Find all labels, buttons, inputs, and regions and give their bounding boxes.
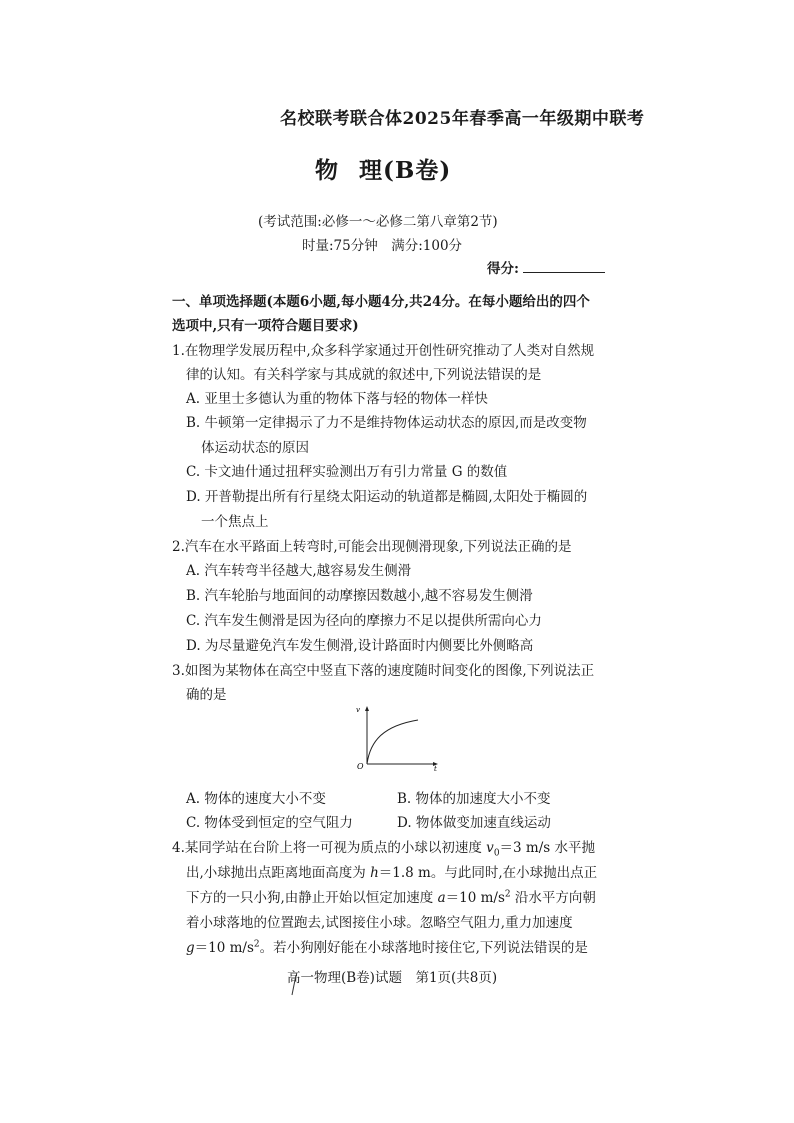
q1-option-b: B. 牛顿第一定律揭示了力不是维持物体运动状态的原因,而是改变物 <box>186 415 587 431</box>
q1-option-c: C. 卡文迪什通过扭秤实验测出万有引力常量 G 的数值 <box>186 464 508 480</box>
q2-option-d: D. 为尽量避免汽车发生侧滑,设计路面时内侧要比外侧略高 <box>186 638 534 654</box>
subject-title <box>315 152 451 185</box>
q4-text: ＝1.8 m。与此同时,在小球抛出点正 <box>378 865 598 881</box>
q3-stem: 3.如图为某物体在高空中竖直下落的速度随时间变化的图像,下列说法正 <box>172 663 595 679</box>
exam-scope: (考试范围:必修一～必修二第八章第2节) <box>258 214 498 230</box>
q4-subscript: 0 <box>493 848 500 859</box>
q1-option-d-cont: 一个焦点上 <box>201 514 269 530</box>
q1-stem-cont: 律的认知。有关科学家与其成就的叙述中,下列说法错误的是 <box>186 367 542 383</box>
q1-option-a: A. 亚里士多德认为重的物体下落与轻的物体一样快 <box>186 391 488 407</box>
q2-option-c: C. 汽车发生侧滑是因为径向的摩擦力不足以提供所需向心力 <box>186 613 542 629</box>
q3-option-a: A. 物体的速度大小不变 <box>186 791 326 807</box>
score-blank[interactable] <box>523 272 605 273</box>
q4-symbol-h: h <box>370 865 379 881</box>
subject-char: 物 <box>315 157 339 184</box>
score-label: 得分: <box>487 261 519 277</box>
q4-symbol-v: v <box>486 840 494 856</box>
exam-title: 名校联考联合体2025年春季高一年级期中联考 <box>280 109 645 129</box>
section-heading-cont: 选项中,只有一项符合题目要求) <box>172 318 359 334</box>
section-heading: 一、单项选择题(本题6小题,每小题4分,共24分。在每小题给出的四个 <box>172 294 590 310</box>
q4-stem-line3 <box>186 886 596 906</box>
y-axis-arrow <box>365 706 369 711</box>
q1-option-b-cont: 体运动状态的原因 <box>201 440 309 456</box>
q4-text: ＝10 m/s <box>445 890 505 906</box>
q3-option-c: C. 物体受到恒定的空气阻力 <box>186 815 353 831</box>
q1-stem: 1.在物理学发展历程中,众多科学家通过开创性研究推动了人类对自然规 <box>172 343 595 359</box>
exam-timing: 时量:75分钟 满分:100分 <box>302 238 463 254</box>
q1-option-d: D. 开普勒提出所有行星绕太阳运动的轨道都是椭圆,太阳处于椭圆的 <box>186 489 588 505</box>
q4-text: 沿水平方向朝 <box>510 890 596 906</box>
q2-option-b: B. 汽车轮胎与地面间的动摩擦因数越小,越不容易发生侧滑 <box>186 588 533 604</box>
y-axis-label: v <box>356 706 360 714</box>
q4-superscript: 2 <box>504 889 511 900</box>
q4-text: ＝3 m/s 水平抛 <box>499 840 595 856</box>
q4-text: 4.某同学站在台阶上将一可视为质点的小球以初速度 <box>172 840 487 856</box>
q4-stem-line2 <box>186 861 597 881</box>
q4-stem-line1 <box>172 836 595 859</box>
q4-symbol-a: a <box>437 890 446 906</box>
q4-text: 下方的一只小狗,由静止开始以恒定加速度 <box>186 890 438 906</box>
subject-rest: 理(B卷) <box>359 157 452 184</box>
q4-symbol-g: g <box>186 940 195 956</box>
q4-stem-line5 <box>186 936 588 956</box>
page-footer: 高一物理(B卷)试题 第1页(共8页) <box>287 970 498 986</box>
q2-stem: 2.汽车在水平路面上转弯时,可能会出现侧滑现象,下列说法正确的是 <box>172 539 572 555</box>
q3-stem-cont: 确的是 <box>186 687 227 703</box>
pen-mark <box>289 974 299 996</box>
origin-label: O <box>357 762 364 771</box>
velocity-curve <box>367 720 418 764</box>
velocity-time-graph <box>352 704 442 774</box>
q4-stem-line4: 着小球落地的位置跑去,试图接住小球。忽略空气阻力,重力加速度 <box>186 915 573 931</box>
q3-option-d: D. 物体做变加速直线运动 <box>397 815 551 831</box>
x-axis-label: t <box>434 765 437 773</box>
q4-text: ＝10 m/s <box>194 940 254 956</box>
q3-option-b: B. 物体的加速度大小不变 <box>397 791 551 807</box>
q4-text: 。若小狗刚好能在小球落地时接住它,下列说法错误的是 <box>259 940 588 956</box>
q2-option-a: A. 汽车转弯半径越大,越容易发生侧滑 <box>186 563 412 579</box>
q4-superscript: 2 <box>253 939 260 950</box>
q4-text: 出,小球抛出点距离地面高度为 <box>186 865 371 881</box>
